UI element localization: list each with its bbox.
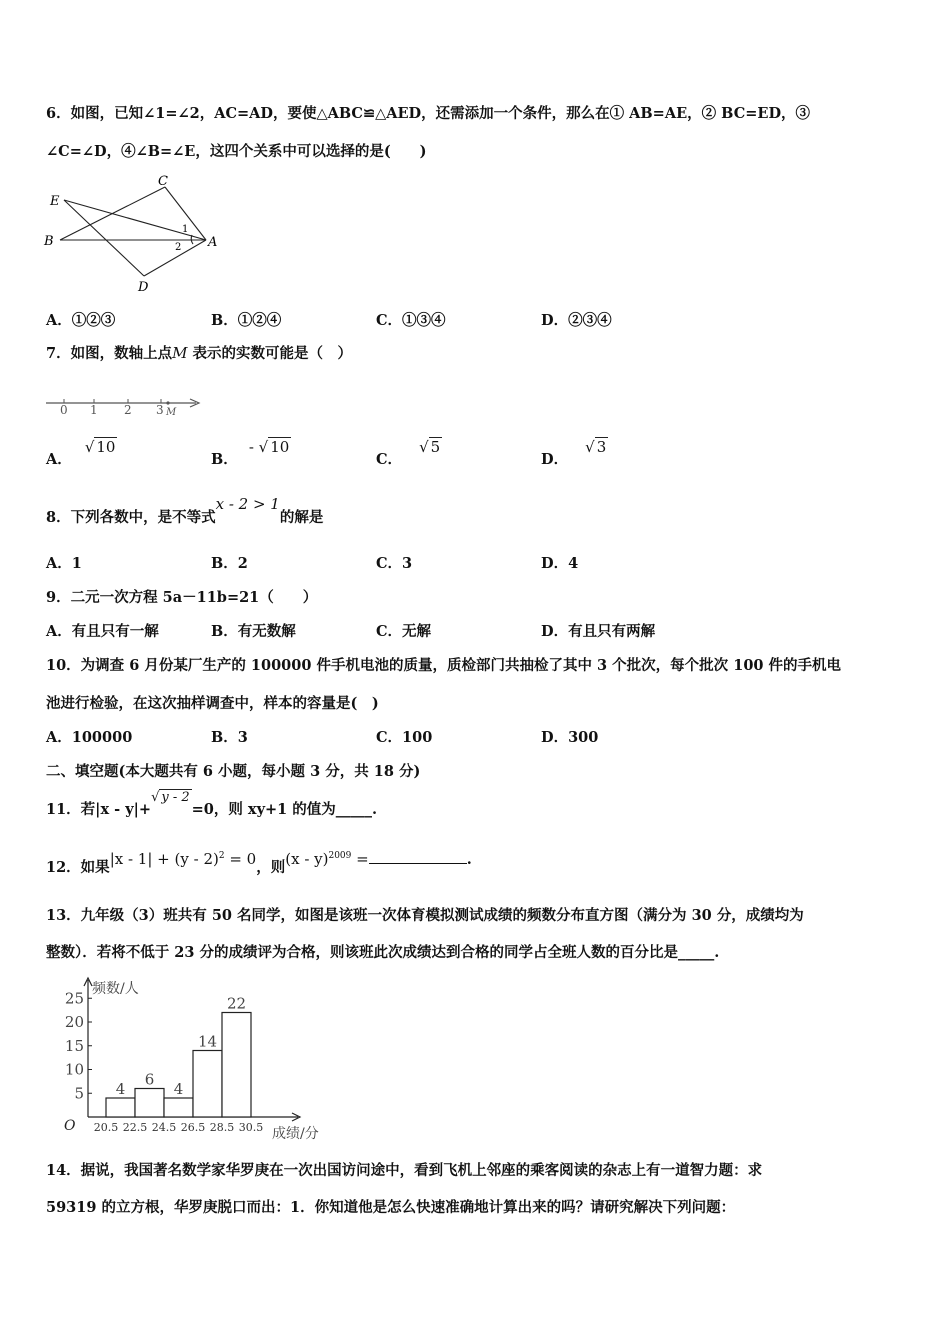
- bar-data-label: 4: [115, 1080, 126, 1098]
- histogram-bar: [222, 1013, 251, 1118]
- label-A: A: [208, 235, 218, 250]
- x-edge-label: 24.5: [151, 1121, 177, 1134]
- label-angle-2: 2: [175, 242, 182, 253]
- q8-question: 8．下列各数中，是不等式x - 2 > 1的解是: [46, 495, 324, 526]
- q13-histogram: [48, 972, 348, 1142]
- label-angle-1: 1: [182, 224, 189, 235]
- bar-data-label: 14: [197, 1032, 218, 1051]
- axis-tick-2: 2: [124, 403, 132, 417]
- q6-line2: ∠C=∠D，④∠B=∠E，这四个关系中可以选择的是( ): [46, 143, 427, 160]
- q10-option-d: D．300: [541, 729, 599, 746]
- q6-option-a: A．①②③: [46, 312, 116, 329]
- label-E: E: [50, 194, 60, 209]
- q10-line2: 池进行检验，在这次抽样调查中，样本的容量是( ): [46, 695, 379, 712]
- q7-question: [46, 342, 352, 363]
- origin-label: O: [64, 1118, 76, 1134]
- q8-inequality: x - 2 > 1: [215, 495, 280, 513]
- q8-option-d: D．4: [541, 555, 579, 572]
- q6-option-c: C．①③④: [376, 312, 446, 329]
- q9-question: 9．二元一次方程 5a－11b=21（ ）: [46, 589, 318, 606]
- q9-option-d: D．有且只有两解: [541, 623, 656, 640]
- x-edge-label: 20.5: [93, 1121, 119, 1134]
- q7-option-a: A． √ 10: [46, 438, 116, 468]
- q14-line1: 14．据说，我国著名数学家华罗庚在一次出国访问途中，看到飞机上邻座的乘客阅读的杂志上有一道智力题：求: [46, 1162, 763, 1179]
- q9-option-b: B．有无数解: [211, 623, 296, 640]
- q7-option-b: B． - √ 10: [211, 438, 290, 468]
- q9-option-a: A．有且只有一解: [46, 623, 159, 640]
- q12-question: 12．如果|x - 1| + (y - 2)$^2$ = 0，则(x - y)$^{2009}$ = .: [46, 850, 472, 876]
- q13-line1: 13．九年级（3）班共有 50 名同学，如图是该班一次体育模拟测试成绩的频数分布直方图（满分为 30 分，成绩均为: [46, 907, 804, 924]
- q7-option-c: C． √ 5: [376, 438, 441, 468]
- label-C: C: [158, 174, 168, 189]
- bar-data-label: 6: [144, 1070, 155, 1089]
- q6-triangle-figure: [40, 170, 230, 295]
- x-edge-label: 28.5: [209, 1121, 235, 1134]
- q10-option-c: C．100: [376, 729, 433, 746]
- q9-option-c: C．无解: [376, 623, 432, 640]
- q8-option-c: C．3: [376, 555, 413, 572]
- histogram-bar: [106, 1098, 135, 1117]
- q14-line2: 59319 的立方根，华罗庚脱口而出：1．你知道他是怎么快速准确地计算出来的吗？请研究解决下列问题：: [46, 1199, 736, 1216]
- bar-data-label: 4: [173, 1080, 184, 1098]
- q10-option-a: A．100000: [46, 729, 133, 746]
- y-tick-label: 25: [64, 989, 84, 1008]
- y-tick-label: 20: [64, 1013, 84, 1031]
- label-B: B: [44, 234, 54, 249]
- q8-option-a: A．1: [46, 555, 82, 572]
- label-D: D: [138, 280, 149, 295]
- segment-BC: [60, 187, 165, 240]
- axis-tick-0: 0: [60, 403, 68, 417]
- y-axis-label: 频数/人: [92, 981, 139, 997]
- q7-text: 7．如图，数轴上点: [46, 345, 173, 362]
- y-tick-label: 15: [64, 1036, 84, 1055]
- q6-option-b: B．①②④: [211, 312, 282, 329]
- q7-option-d: D． √ 3: [541, 438, 607, 468]
- histogram-bar: [193, 1051, 222, 1118]
- q10-line1: 10．为调查 6 月份某厂生产的 100000 件手机电池的质量，质检部门共抽检了其中 3 个批次，每个批次 100 件的手机电: [46, 657, 842, 674]
- axis-point-M: M: [166, 407, 177, 418]
- histogram-bar: [164, 1098, 193, 1117]
- q7-text-after: 表示的实数可能是（ ）: [187, 345, 353, 362]
- histogram-bar: [135, 1089, 164, 1118]
- q11-question: 11．若|x - y|+√ y - 2=0，则 xy+1 的值为_____.: [46, 790, 378, 818]
- section-2-heading: 二、填空题(本大题共有 6 小题，每小题 3 分，共 18 分): [46, 763, 421, 780]
- q10-option-b: B．3: [211, 729, 248, 746]
- q13-line2: 整数）．若将不低于 23 分的成绩评为合格，则该班此次成绩达到合格的同学占全班人数的百分比是_____.: [46, 944, 720, 961]
- y-tick-label: 10: [64, 1060, 84, 1079]
- x-axis-label: 成绩/分: [272, 1126, 319, 1142]
- q6-option-d: D．②③④: [541, 312, 612, 329]
- q6-line1: 6．如图，已知∠1=∠2，AC=AD，要使△ABC≌△AED，还需添加一个条件，那么在① AB=AE，② BC=ED，③: [46, 105, 811, 122]
- y-tick-label: 5: [74, 1084, 84, 1103]
- q7-point-M: M: [172, 344, 188, 362]
- bar-data-label: 22: [226, 994, 247, 1013]
- x-edge-label: 22.5: [122, 1121, 148, 1134]
- x-edge-label: 26.5: [180, 1121, 206, 1134]
- q8-option-b: B．2: [211, 555, 248, 572]
- axis-tick-1: 1: [90, 403, 98, 417]
- x-edge-label: 30.5: [238, 1121, 264, 1134]
- axis-tick-3: 3: [156, 403, 164, 417]
- q7-number-line: [44, 390, 204, 418]
